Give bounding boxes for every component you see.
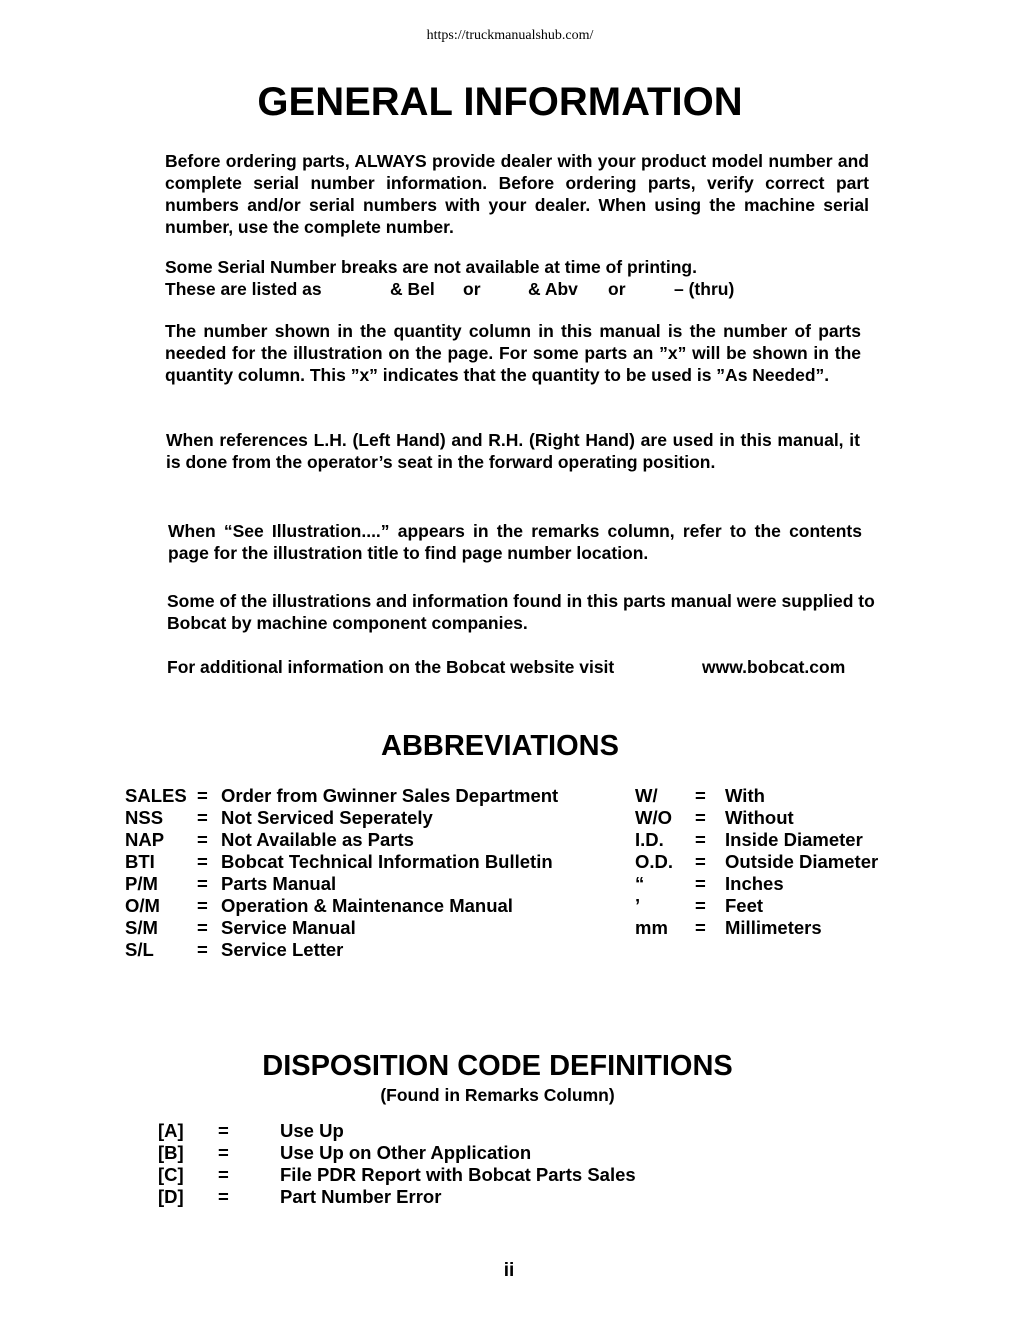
abbreviation-row xyxy=(125,939,558,961)
equals-sign: = xyxy=(218,1142,229,1163)
abbreviation-row xyxy=(635,895,878,917)
abbreviation-row xyxy=(125,873,558,895)
equals-sign: = xyxy=(218,1120,229,1141)
serial-breaks-paragraph xyxy=(165,256,885,300)
disposition-meaning: File PDR Report with Bobcat Parts Sales xyxy=(280,1164,636,1185)
abbreviation-code: BTI xyxy=(125,851,155,872)
disposition-row xyxy=(158,1186,636,1208)
or-label: or xyxy=(608,279,626,299)
quantity-column-paragraph: The number shown in the quantity column in this manual is the number of parts needed for the illustration on the page. For some parts an ”x” will be shown in the quantity column. This ”x” indicates that the quantity to be used is ”As Needed”. xyxy=(165,321,861,385)
equals-sign: = xyxy=(695,785,706,806)
equals-sign: = xyxy=(695,917,706,938)
abbreviation-meaning: Millimeters xyxy=(725,917,822,938)
source-url: https://truckmanualshub.com/ xyxy=(426,28,594,43)
abbreviation-code: W/O xyxy=(635,807,672,828)
abbreviation-meaning: Order from Gwinner Sales Department xyxy=(221,785,559,806)
abbreviation-meaning: Without xyxy=(725,807,794,828)
equals-sign: = xyxy=(695,829,706,850)
bel-label: & Bel xyxy=(390,279,435,299)
abbreviation-row xyxy=(125,807,558,829)
abbreviations-right-column xyxy=(635,785,878,939)
page-number: ii xyxy=(503,1260,515,1281)
abbreviation-code: NSS xyxy=(125,807,164,828)
abbreviation-code: “ xyxy=(635,873,645,894)
abbreviation-code: NAP xyxy=(125,829,165,850)
page-title: GENERAL INFORMATION xyxy=(257,80,743,124)
disposition-row xyxy=(158,1120,636,1142)
equals-sign: = xyxy=(197,785,208,806)
left-right-hand-paragraph: When references L.H. (Left Hand) and R.H. (Right Hand) are used in this manual, it is done from the operator’s seat in the forward operating position. xyxy=(166,430,860,472)
disposition-meaning: Part Number Error xyxy=(280,1186,442,1207)
disposition-row xyxy=(158,1142,636,1164)
serial-breaks-line: Some Serial Number breaks are not available at time of printing. xyxy=(165,257,697,277)
equals-sign: = xyxy=(197,851,208,872)
disposition-row xyxy=(158,1164,636,1186)
abbreviation-meaning: Not Serviced Seperately xyxy=(221,807,433,828)
abbreviations-left-column xyxy=(125,785,558,961)
abbreviation-meaning: Operation & Maintenance Manual xyxy=(221,895,513,916)
abbreviation-meaning: Service Manual xyxy=(221,917,356,938)
serial-breaks-listing xyxy=(165,278,885,300)
abbreviation-row xyxy=(125,829,558,851)
abbreviation-meaning: Bobcat Technical Information Bulletin xyxy=(221,851,553,872)
abbreviation-code: mm xyxy=(635,917,668,938)
abbreviation-code: ’ xyxy=(635,895,641,916)
abbreviation-code: P/M xyxy=(125,873,158,894)
abbreviation-code: I.D. xyxy=(635,829,664,850)
abbreviation-row xyxy=(635,807,878,829)
abbreviation-row xyxy=(125,851,558,873)
abbreviation-code: S/L xyxy=(125,939,154,960)
abbreviation-meaning: Inside Diameter xyxy=(725,829,863,850)
abbreviation-meaning: Inches xyxy=(725,873,784,894)
abbreviation-meaning: Outside Diameter xyxy=(725,851,879,872)
equals-sign: = xyxy=(197,917,208,938)
abbreviation-row xyxy=(125,917,558,939)
abbreviation-row xyxy=(635,873,878,895)
abbreviation-row xyxy=(125,785,558,807)
equals-sign: = xyxy=(695,851,706,872)
abbreviation-row xyxy=(125,895,558,917)
equals-sign: = xyxy=(695,895,706,916)
abbreviation-code: SALES xyxy=(125,785,187,806)
equals-sign: = xyxy=(197,895,208,916)
website-line xyxy=(167,656,887,678)
abbreviation-meaning: Parts Manual xyxy=(221,873,337,894)
abbreviation-meaning: Service Letter xyxy=(221,939,344,960)
disposition-code: [C] xyxy=(158,1164,184,1185)
disposition-title: DISPOSITION CODE DEFINITIONS xyxy=(262,1050,733,1082)
equals-sign: = xyxy=(695,807,706,828)
abbreviation-meaning: Not Available as Parts xyxy=(221,829,414,850)
disposition-codes-list xyxy=(158,1120,636,1208)
disposition-code: [A] xyxy=(158,1120,184,1141)
disposition-code: [B] xyxy=(158,1142,184,1163)
thru-label: – (thru) xyxy=(674,279,735,299)
see-illustration-paragraph: When “See Illustration....” appears in the remarks column, refer to the contents page for the illustration title to find page number location. xyxy=(168,521,862,563)
listed-as-label: These are listed as xyxy=(165,279,322,299)
ordering-parts-paragraph: Before ordering parts, ALWAYS provide dealer with your product model number and complete serial number information. Before ordering parts, verify correct part numbers and/or serial numbers with your dealer. When using the machine serial number, use the complete number. xyxy=(165,151,869,237)
abbreviation-row xyxy=(635,829,878,851)
abv-label: & Abv xyxy=(528,279,578,299)
disposition-code: [D] xyxy=(158,1186,184,1207)
abbreviation-row xyxy=(635,917,878,939)
equals-sign: = xyxy=(197,829,208,850)
abbreviation-row xyxy=(635,851,878,873)
website-text: For additional information on the Bobcat website visit xyxy=(167,657,615,677)
equals-sign: = xyxy=(218,1186,229,1207)
abbreviations-title: ABBREVIATIONS xyxy=(381,730,619,762)
abbreviation-meaning: Feet xyxy=(725,895,764,916)
abbreviation-code: O/M xyxy=(125,895,160,916)
abbreviation-code: S/M xyxy=(125,917,158,938)
equals-sign: = xyxy=(197,873,208,894)
or-label: or xyxy=(463,279,481,299)
bobcat-website-link[interactable]: www.bobcat.com xyxy=(702,657,846,677)
equals-sign: = xyxy=(695,873,706,894)
equals-sign: = xyxy=(197,807,208,828)
abbreviation-code: W/ xyxy=(635,785,658,806)
disposition-meaning: Use Up xyxy=(280,1120,344,1141)
abbreviation-row xyxy=(635,785,878,807)
equals-sign: = xyxy=(197,939,208,960)
component-companies-paragraph: Some of the illustrations and information found in this parts manual were supplied to Bobcat by machine component companies. xyxy=(167,591,875,633)
disposition-meaning: Use Up on Other Application xyxy=(280,1142,532,1163)
disposition-subtitle: (Found in Remarks Column) xyxy=(380,1085,615,1105)
equals-sign: = xyxy=(218,1164,229,1185)
abbreviation-code: O.D. xyxy=(635,851,674,872)
abbreviation-meaning: With xyxy=(725,785,765,806)
